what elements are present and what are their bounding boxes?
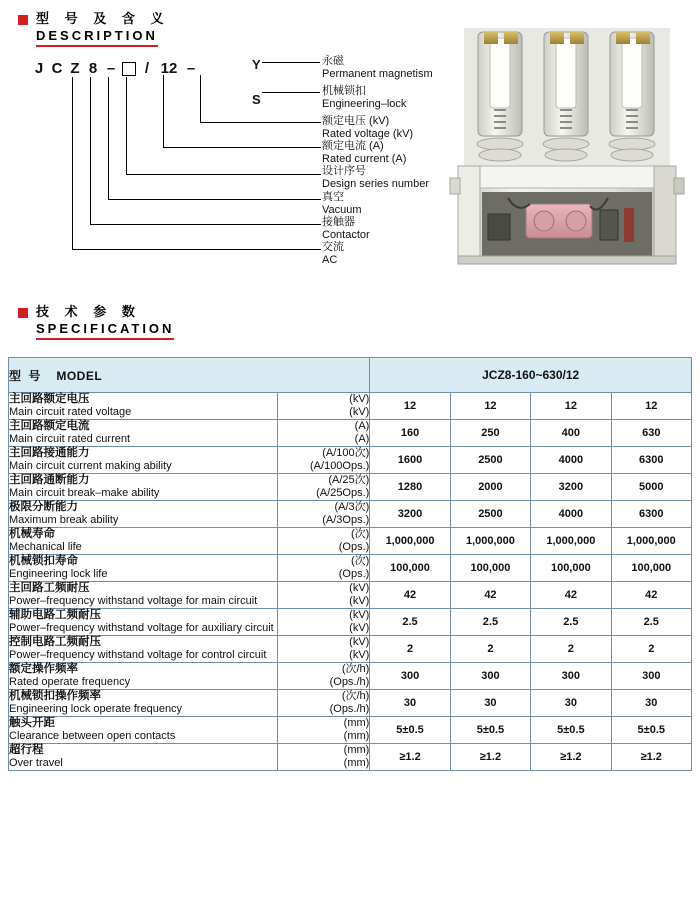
product-photo-svg — [448, 18, 686, 270]
row-label-cell — [9, 528, 278, 555]
row-unit-cell — [277, 393, 369, 420]
row-label-cn: 主回路额定电压 — [9, 393, 90, 405]
row-value-2: 2500 — [450, 447, 530, 474]
row-label-cn: 主回路通断能力 — [9, 474, 90, 486]
row-value-3: 1,000,000 — [531, 528, 611, 555]
row-label-cn: 机械锁扣寿命 — [9, 555, 78, 567]
row-value-4: 2.5 — [611, 609, 691, 636]
row-unit-cell — [277, 447, 369, 474]
row-value-4: 100,000 — [611, 555, 691, 582]
row-value-1: 1600 — [370, 447, 450, 474]
code-char-dash1: – — [106, 60, 116, 77]
row-value-3: ≥1.2 — [531, 744, 611, 771]
note-rated-current-cn: 额定电流 (A) — [322, 140, 384, 152]
product-photo-vacuum-contactor — [448, 18, 686, 270]
row-value-4: 6300 — [611, 501, 691, 528]
row-label-cn: 主回路额定电流 — [9, 420, 90, 432]
row-value-4: 30 — [611, 690, 691, 717]
row-value-2: 2.5 — [450, 609, 530, 636]
code-char-8: 8 — [88, 60, 98, 77]
code-char-12: 12 — [160, 60, 178, 77]
row-value-3: 5±0.5 — [531, 717, 611, 744]
row-value-2: 2500 — [450, 501, 530, 528]
row-value-1: 12 — [370, 393, 450, 420]
row-unit-cn: (A/25次) — [328, 474, 370, 486]
row-value-3: 4000 — [531, 501, 611, 528]
description-section-heading — [18, 12, 169, 47]
row-value-3: 2 — [531, 636, 611, 663]
leader-line-y — [262, 62, 320, 63]
note-vacuum — [322, 191, 362, 216]
model-code-diagram — [30, 55, 460, 270]
row-unit-en: (mm) — [343, 730, 370, 742]
row-value-1: ≥1.2 — [370, 744, 450, 771]
row-value-3: 100,000 — [531, 555, 611, 582]
code-char-box — [122, 62, 136, 76]
row-unit-cell — [277, 609, 369, 636]
row-unit-cell — [277, 636, 369, 663]
row-unit-cn: (次) — [351, 555, 370, 567]
row-label-cn: 主回路工频耐压 — [9, 582, 90, 594]
row-value-2: 300 — [450, 663, 530, 690]
row-label-en: Main circuit break–make ability — [9, 487, 160, 499]
row-unit-cell — [277, 663, 369, 690]
row-value-4: 6300 — [611, 447, 691, 474]
row-unit-en: (A/100Ops.) — [310, 460, 370, 472]
row-label-cell — [9, 555, 278, 582]
row-label-en: Power–frequency withstand voltage for auxiliary circuit — [9, 622, 274, 634]
row-value-2: 12 — [450, 393, 530, 420]
note-permanent-magnetism-cn: 永磁 — [322, 55, 344, 67]
description-heading-en: DESCRIPTION — [36, 29, 158, 47]
row-unit-en: (kV) — [349, 406, 370, 418]
row-label-en: Over travel — [9, 757, 63, 769]
code-char-dash2: – — [186, 60, 196, 77]
row-label-cn: 辅助电路工频耐压 — [9, 609, 101, 621]
specification-heading-cn: 技 术 参 数 — [36, 304, 141, 319]
note-contactor-cn: 接触器 — [322, 216, 355, 228]
note-rated-voltage-cn: 额定电压 (kV) — [322, 115, 390, 127]
row-unit-cn: (次) — [351, 528, 370, 540]
suffix-letter-s: S — [252, 92, 261, 107]
table-row — [9, 501, 692, 528]
row-label-cell — [9, 663, 278, 690]
row-value-2: 2 — [450, 636, 530, 663]
row-unit-cell — [277, 474, 369, 501]
row-label-en: Rated operate frequency — [9, 676, 131, 688]
note-ac-en: AC — [322, 253, 338, 266]
row-label-cn: 触头开距 — [9, 717, 55, 729]
row-label-cn: 额定操作频率 — [9, 663, 78, 675]
row-unit-cn: (kV) — [349, 636, 370, 648]
row-unit-cell — [277, 582, 369, 609]
specification-table — [8, 357, 692, 771]
row-unit-en: (A/3Ops.) — [322, 514, 370, 526]
table-header-model-cn: 型 号 — [9, 368, 43, 383]
row-unit-cn: (次/h) — [341, 663, 370, 675]
row-label-cell — [9, 690, 278, 717]
row-value-2: 42 — [450, 582, 530, 609]
row-label-cell — [9, 474, 278, 501]
row-value-2: 5±0.5 — [450, 717, 530, 744]
table-row — [9, 717, 692, 744]
note-design-series-cn: 设计序号 — [322, 165, 366, 177]
row-label-cn: 主回路接通能力 — [9, 447, 90, 459]
suffix-letter-y: Y — [252, 57, 261, 72]
row-value-2: 1,000,000 — [450, 528, 530, 555]
note-engineering-lock-en: Engineering–lock — [322, 97, 407, 110]
red-square-bullet-icon-2 — [18, 308, 28, 318]
note-permanent-magnetism — [322, 55, 433, 80]
row-value-1: 2.5 — [370, 609, 450, 636]
row-label-en: Main circuit current making ability — [9, 460, 172, 472]
row-value-1: 30 — [370, 690, 450, 717]
note-ac-cn: 交流 — [322, 241, 344, 253]
row-unit-en: (Ops./h) — [329, 676, 370, 688]
row-label-en: Main circuit rated voltage — [9, 406, 132, 418]
row-label-en: Power–frequency withstand voltage for control circuit — [9, 649, 267, 661]
table-row — [9, 663, 692, 690]
row-unit-cell — [277, 744, 369, 771]
row-unit-en: (Ops.) — [338, 568, 370, 580]
row-unit-cell — [277, 528, 369, 555]
table-body — [9, 393, 692, 771]
row-value-1: 3200 — [370, 501, 450, 528]
row-value-3: 300 — [531, 663, 611, 690]
code-char-slash: / — [144, 60, 150, 77]
row-value-2: 250 — [450, 420, 530, 447]
row-label-cell — [9, 393, 278, 420]
row-value-1: 42 — [370, 582, 450, 609]
note-design-series — [322, 165, 429, 190]
row-value-4: 1,000,000 — [611, 528, 691, 555]
row-unit-en: (A) — [354, 433, 370, 445]
row-label-en: Clearance between open contacts — [9, 730, 176, 742]
code-char-j: J — [34, 60, 44, 77]
row-value-1: 160 — [370, 420, 450, 447]
row-label-cn: 极限分断能力 — [9, 501, 78, 513]
row-value-4: 42 — [611, 582, 691, 609]
table-row — [9, 420, 692, 447]
row-label-cn: 机械寿命 — [9, 528, 55, 540]
row-label-en: Maximum break ability — [9, 514, 119, 526]
row-unit-cell — [277, 501, 369, 528]
table-row — [9, 582, 692, 609]
note-engineering-lock — [322, 85, 406, 110]
row-label-cell — [9, 582, 278, 609]
row-value-4: 5000 — [611, 474, 691, 501]
row-value-2: ≥1.2 — [450, 744, 530, 771]
table-row — [9, 528, 692, 555]
table-row — [9, 447, 692, 474]
row-label-cell — [9, 609, 278, 636]
leader-line-ac — [72, 77, 321, 250]
row-unit-cell — [277, 717, 369, 744]
row-value-3: 30 — [531, 690, 611, 717]
row-value-2: 2000 — [450, 474, 530, 501]
specification-heading-en: SPECIFICATION — [36, 322, 174, 340]
row-unit-en: (mm) — [343, 757, 370, 769]
row-unit-en: (Ops.) — [338, 541, 370, 553]
row-value-4: ≥1.2 — [611, 744, 691, 771]
note-contactor — [322, 216, 370, 241]
code-char-c: C — [51, 60, 63, 77]
row-label-cell — [9, 636, 278, 663]
row-value-1: 1,000,000 — [370, 528, 450, 555]
row-value-3: 4000 — [531, 447, 611, 474]
row-unit-en: (Ops./h) — [329, 703, 370, 715]
row-unit-cn: (kV) — [349, 609, 370, 621]
row-value-1: 300 — [370, 663, 450, 690]
row-unit-cell — [277, 420, 369, 447]
row-label-cn: 机械锁扣操作频率 — [9, 690, 101, 702]
row-value-4: 5±0.5 — [611, 717, 691, 744]
row-label-cell — [9, 420, 278, 447]
red-square-bullet-icon — [18, 15, 28, 25]
note-contactor-en: Contactor — [322, 228, 370, 241]
row-value-1: 100,000 — [370, 555, 450, 582]
row-unit-cn: (次/h) — [341, 690, 370, 702]
row-label-en: Mechanical life — [9, 541, 82, 553]
note-ac — [322, 241, 344, 266]
table-header-range-cell: JCZ8-160~630/12 — [370, 358, 692, 393]
table-row — [9, 744, 692, 771]
table-row — [9, 609, 692, 636]
row-value-3: 400 — [531, 420, 611, 447]
row-unit-cn: (A/3次) — [334, 501, 370, 513]
note-vacuum-en: Vacuum — [322, 203, 362, 216]
row-value-4: 300 — [611, 663, 691, 690]
note-rated-current-en: Rated current (A) — [322, 152, 407, 165]
table-header-row — [9, 358, 692, 393]
code-char-z: Z — [70, 60, 80, 77]
row-value-2: 100,000 — [450, 555, 530, 582]
row-label-en: Engineering lock operate frequency — [9, 703, 183, 715]
note-design-series-en: Design series number — [322, 177, 429, 190]
table-row — [9, 690, 692, 717]
row-unit-cn: (A) — [354, 420, 370, 432]
row-label-en: Power–frequency withstand voltage for main circuit — [9, 595, 258, 607]
row-value-3: 42 — [531, 582, 611, 609]
row-unit-cn: (A/100次) — [322, 447, 370, 459]
row-unit-en: (kV) — [349, 595, 370, 607]
note-rated-voltage-en: Rated voltage (kV) — [322, 127, 414, 140]
row-value-3: 2.5 — [531, 609, 611, 636]
row-label-cell — [9, 744, 278, 771]
table-row — [9, 555, 692, 582]
row-unit-cn: (kV) — [349, 393, 370, 405]
row-value-1: 1280 — [370, 474, 450, 501]
row-label-en: Main circuit rated current — [9, 433, 131, 445]
row-unit-cell — [277, 555, 369, 582]
note-permanent-magnetism-en: Permanent magnetism — [322, 67, 433, 80]
note-rated-voltage — [322, 115, 413, 140]
row-unit-cell — [277, 690, 369, 717]
row-label-en: Engineering lock life — [9, 568, 108, 580]
row-value-3: 12 — [531, 393, 611, 420]
row-label-cn: 控制电路工频耐压 — [9, 636, 101, 648]
row-value-1: 5±0.5 — [370, 717, 450, 744]
table-row — [9, 636, 692, 663]
row-value-4: 2 — [611, 636, 691, 663]
row-label-cell — [9, 717, 278, 744]
row-value-2: 30 — [450, 690, 530, 717]
row-value-4: 630 — [611, 420, 691, 447]
row-unit-cn: (mm) — [343, 744, 370, 756]
row-unit-en: (kV) — [349, 622, 370, 634]
note-engineering-lock-cn: 机械锁扣 — [322, 85, 366, 97]
table-row — [9, 393, 692, 420]
note-vacuum-cn: 真空 — [322, 191, 344, 203]
row-label-cn: 超行程 — [9, 744, 44, 756]
row-unit-en: (A/25Ops.) — [316, 487, 370, 499]
row-label-cell — [9, 447, 278, 474]
row-label-cell — [9, 501, 278, 528]
description-heading-cn: 型 号 及 含 义 — [36, 11, 170, 26]
row-value-3: 3200 — [531, 474, 611, 501]
row-value-4: 12 — [611, 393, 691, 420]
table-row — [9, 474, 692, 501]
row-unit-en: (kV) — [349, 649, 370, 661]
row-value-1: 2 — [370, 636, 450, 663]
table-header-model-en: MODEL — [56, 368, 103, 383]
row-unit-cn: (kV) — [349, 582, 370, 594]
note-rated-current — [322, 140, 406, 165]
table-header-model-cell — [9, 358, 370, 393]
row-unit-cn: (mm) — [343, 717, 370, 729]
specification-section-heading — [18, 305, 174, 340]
